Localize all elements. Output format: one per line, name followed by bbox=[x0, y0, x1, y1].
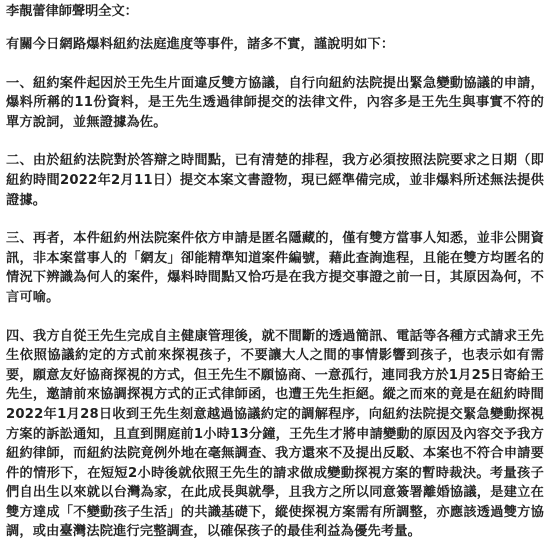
spacer bbox=[6, 132, 544, 151]
statement-title: 李靚蕾律師聲明全文： bbox=[6, 4, 138, 19]
paragraph-three: 三、再者，本件紐約州法院案件依方申請是匿名隱藏的，僅有雙方當事人知悉，並非公開資訊，非本案當事人的「網友」卻能精準知道案件編號，藉此查詢進程，且能在雙方均匿名的情況下辨識為何人的案件，爆料時間點又恰巧是在我方提交事證之前一日，其原因為何，不言可喻。 bbox=[6, 231, 544, 305]
spacer bbox=[6, 210, 544, 229]
spacer bbox=[6, 308, 544, 327]
statement-document bbox=[6, 2, 544, 542]
paragraph-two: 二、由於紐約法院對於答辯之時間點，已有清楚的排程，我方必須按照法院要求之日期（即紐約時間2022年2月11日）提交本案文書證物，現已經準備完成，並非爆料所述無法提供證據。 bbox=[6, 153, 544, 208]
spacer bbox=[6, 55, 544, 74]
paragraph-one: 一、紐約案件起因於王先生片面違反雙方協議，自行向紐約法院提出緊急變動協議的申請，爆料所稱的11份資料，是王先生透過律師提交的法律文件，內容多是王先生與事實不符的單方說詞，並無證據為佐。 bbox=[6, 75, 544, 130]
paragraph-four: 四、我方自從王先生完成自主健康管理後，就不間斷的透過簡訊、電話等各種方式請求王先生依照協議約定的方式前來探視孩子，不要讓大人之間的事情影響到孩子，也表示如有需要，願意友好協商探視的方式，但王先生不願協商、一意孤行，連同我方於1月25日寄給王先生，邀請前來協調探視方式的正式律師函，也遭王先生拒絕。縱之而來的竟是在紐約時間2022年1月28日收到王先生刻意越過協議約定的調解程序，向紐約法院提交緊急變動探視方案的訴訟通知，且直到開庭前1小時13分鐘，王先生才將申請變動的原因及內容交予我方紐約律師，而紐約法院竟例外地在毫無調查、我方還來不及提出反駁、本案也不符合申請要件的情形下，在短短2小時後就依照王先生的請求做成變動探視方案的暫時裁決。考量孩子們自出生以來就以台灣為家，在此成長與就學，且我方之所以同意簽署離婚協議，是建立在雙方達成「不變動孩子生活」的共識基礎下，縱使探視方案需有所調整，亦應該透過雙方協調，或由臺灣法院進行完整調查，以確保孩子的最佳利益為優先考量。 bbox=[6, 328, 544, 540]
spacer bbox=[6, 22, 544, 35]
intro-paragraph: 有關今日網路爆料紐約法庭進度等事件，諸多不實，謹說明如下： bbox=[6, 37, 395, 52]
